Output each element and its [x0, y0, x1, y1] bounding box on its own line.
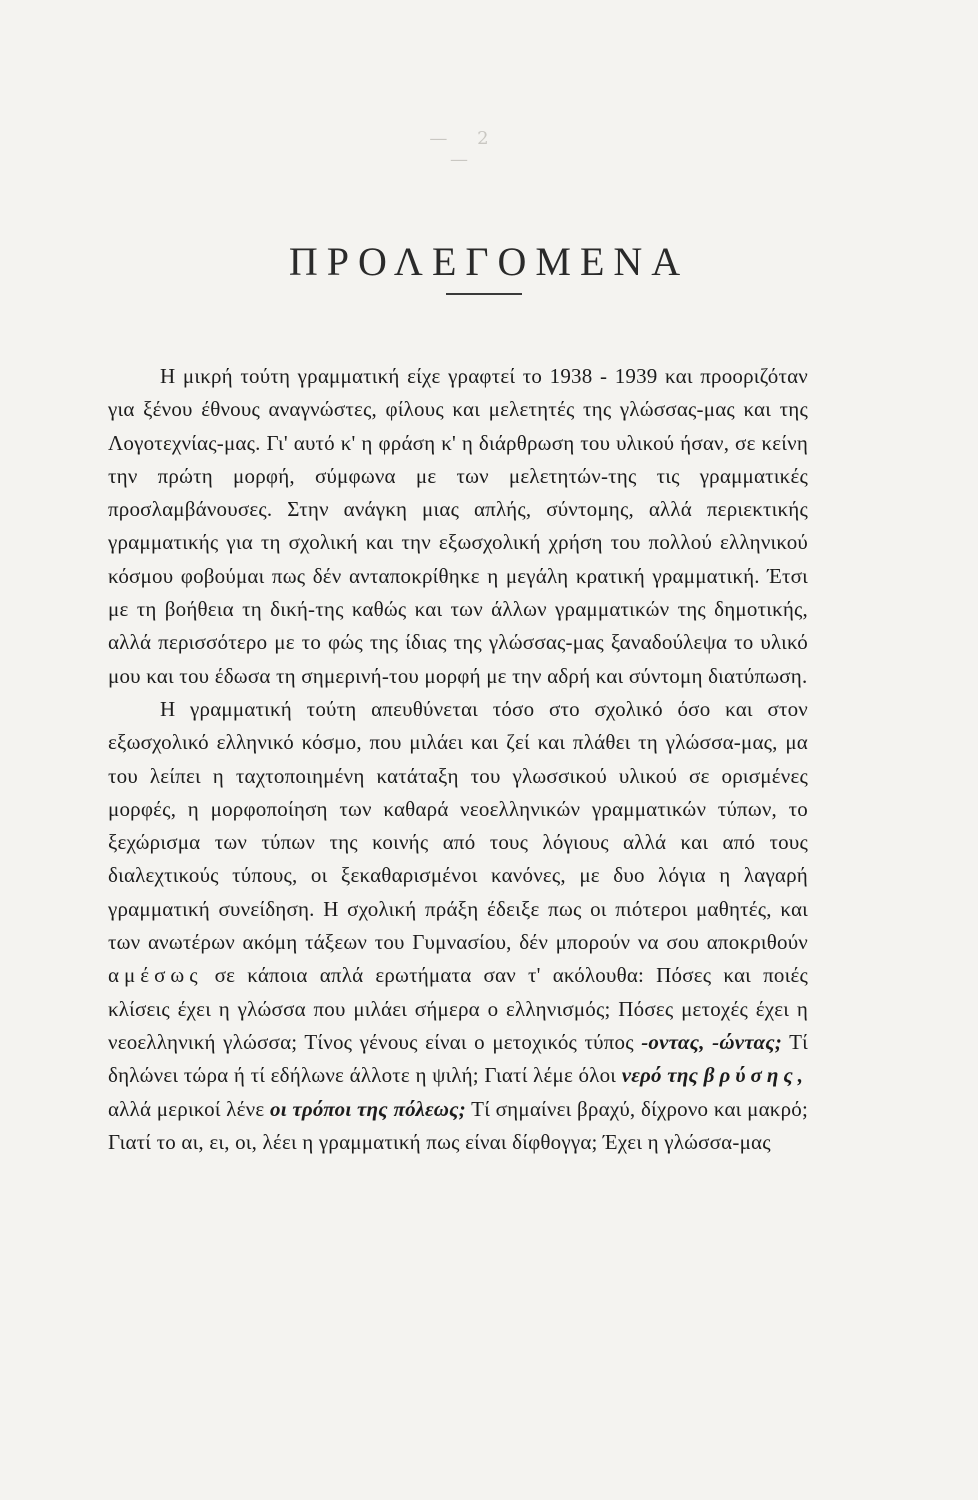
emphasis-3: βρύσης,: [703, 1063, 809, 1088]
emphasis-2: νερό της: [621, 1063, 699, 1088]
paragraph-2: [108, 693, 808, 1159]
paragraph-1: Η μικρή τούτη γραμματική είχε γραφτεί το 1938 - 1939 και προοριζόταν για ξένου έθνους αναγνώστες, φίλους και μελετητές της γλώσσας-μας και της Λογοτεχνίας-μας. Γι' αυτό κ' η φράση κ' η διάρθρωση του υλικού ήσαν, σε κείνη την πρώτη μορφή, σύμφωνα με των μελετητών-της τις γραμματικές προσλαμβάνουσες. Στην ανάγκη μιας απλής, σύντομης, αλλά περιεκτικής γραμματικής για τη σχολική και την εξωσχολική χρήση του πολλού ελληνικού κόσμου φοβούμαι πως δέν ανταποκρίθηκε η μεγάλη κρατική γραμματική. Έτσι με τη βοήθεια τη δική-της καθώς και των άλλων γραμματικών της δημοτικής, αλλά περισσότερο με το φώς της ίδιας της γλώσσας-μας ξαναδούλεψα το υλικό μου και του έδωσα τη σημερινή-του μορφή με την αδρή και σύντομη διατύπωση.: [108, 364, 808, 688]
spaced-word: αμέσως: [108, 963, 203, 988]
paragraph-2-text-c: Τί δηλώνει τώρα ή τί εδήλωνε άλλοτε η ψιλή; Γιατί λέμε όλοι: [108, 1029, 808, 1088]
paragraph-2-text-e: Τί σημαίνει βραχύ, δίχρονο και μακρό; Γιατί το αι, ει, οι, λέει η γραμματική πως είναι δίφθογγα; Έχει η γλώσσα-μας: [108, 1096, 808, 1154]
emphasis-1: -οντας, -ώντας;: [641, 1029, 783, 1054]
paragraph-2-text-d: αλλά μερικοί λένε: [108, 1096, 271, 1121]
page-heading: ΠΡΟΛΕΓΟΜΕΝΑ: [288, 239, 690, 284]
page-marker: — 2 —: [429, 128, 501, 170]
body-text: [108, 360, 808, 1159]
paragraph-2-text-a: Η γραμματική τούτη απευθύνεται τόσο στο σχολικό όσο και στον εξωσχολικό ελληνικό κόσμο, που μιλάει και ζεί και πλάθει τη γλώσσα-μας, μα του λείπει η ταχτοποιημένη κατάταξη του γλωσσικού υλικού σε ορισμένες μορφές, η μορφοποίηση των καθαρά νεοελληνικών γραμματικών τύπων, το ξεχώρισμα των τύπων της κοινής από τους λόγιους αλλά και από τους διαλεχτικούς τύπους, οι ξεκαθαρισμένοι κανόνες, με δυο λόγια η λαγαρή γραμματική συνείδηση. Η σχολική πράξη έδειξε πως οι πιότεροι μαθητές, και των ανωτέρων ακόμη τάξεων του Γυμνασίου, δέν μπορούν να σου αποκριθούν: [108, 696, 808, 955]
emphasis-4: οι τρόποι της πόλεως;: [270, 1096, 466, 1121]
paragraph-2-text-b: σε κάποια απλά ερωτήματα σαν τ' ακόλουθα: Πόσες και ποιές κλίσεις έχει η γλώσσα που μιλάει σήμερα ο ελληνισμός; Πόσες μετοχές έχει η νεοελληνική γλώσσα; Τίνος γένους είναι ο μετοχικός τύπος: [108, 963, 808, 1054]
heading-divider: [446, 293, 522, 295]
